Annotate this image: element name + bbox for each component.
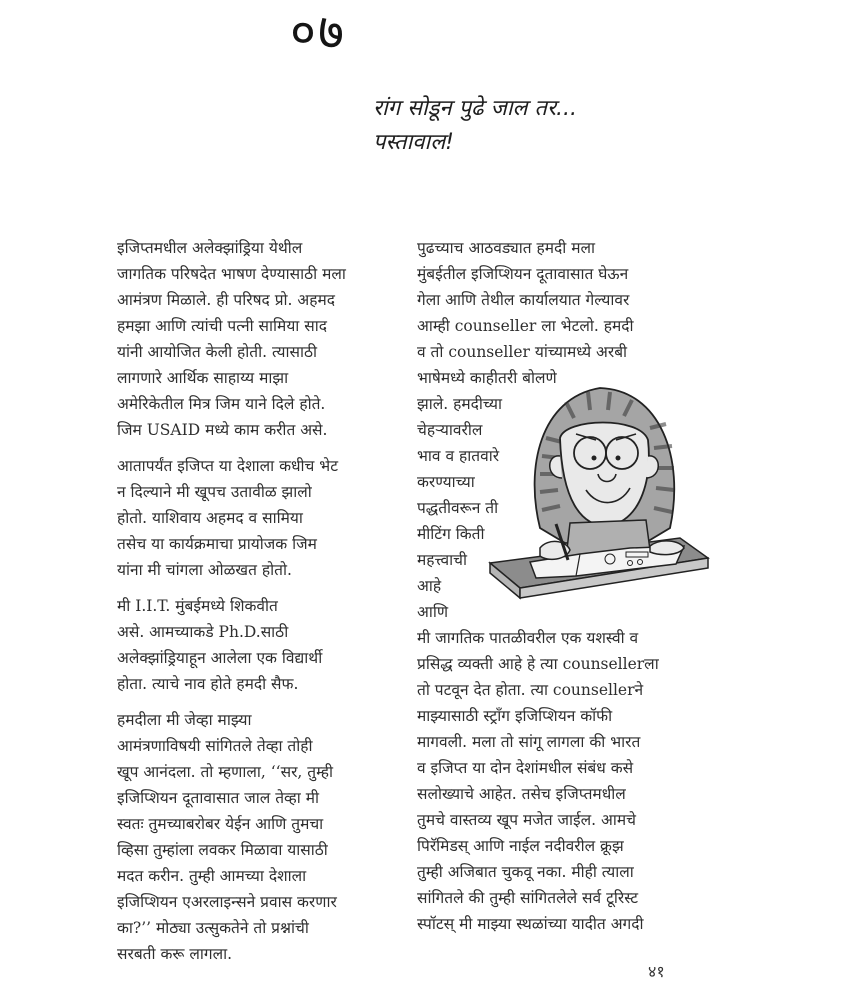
- text-line: का?’’ मोठ्या उत्सुकतेने तो प्रश्नांची: [117, 919, 309, 937]
- text-line: व्हिसा तुम्हांला लवकर मिळावा यासाठी: [117, 841, 328, 859]
- text-line: हमझा आणि त्यांची पत्नी सामिया साद: [117, 317, 327, 335]
- text-line: तुम्ही अजिबात चुकवू नका. मीही त्याला: [417, 863, 634, 881]
- paragraph: [117, 453, 407, 583]
- text-line: सरबती करू लागला.: [117, 945, 233, 963]
- text-line: पद्धतीवरून ती: [417, 499, 499, 517]
- text-line: आमंत्रणाविषयी सांगितले तेव्हा तोही: [117, 737, 313, 755]
- text-line: महत्त्वाची: [417, 551, 467, 569]
- paragraph: [117, 593, 407, 697]
- text-line: सलोख्याचे आहेत. तसेच इजिप्तमधील: [417, 785, 626, 803]
- text-line: आणि: [417, 603, 449, 621]
- text-line: गेला आणि तेथील कार्यालयात गेल्यावर: [417, 291, 630, 309]
- text-line: आहे: [417, 577, 442, 595]
- text-line: भाषेमध्ये काहीतरी बोलणे: [417, 369, 557, 387]
- text-line: चेहऱ्यावरील: [417, 421, 483, 439]
- text-line: मदत करीन. तुम्ही आमच्या देशाला: [117, 867, 307, 885]
- text-line: मीटिंग किती: [417, 525, 485, 543]
- text-line: जागतिक परिषदेत भाषण देण्यासाठी मला: [117, 265, 346, 283]
- text-line: इजिप्शियन दूतावासात जाल तेव्हा मी: [117, 789, 319, 807]
- chapter-title: [373, 92, 577, 160]
- left-column: [117, 235, 407, 977]
- text-line: भाव व हातवारे: [417, 447, 500, 465]
- text-line: होता. त्याचे नाव होते हमदी सैफ.: [117, 675, 299, 693]
- text-line: स्पॉटस् मी माझ्या स्थळांच्या यादीत अगदी: [417, 915, 644, 933]
- text-line: लागणारे आर्थिक साहाय्य माझा: [117, 369, 289, 387]
- page-number: ४१: [648, 962, 665, 981]
- text-line: मागवली. मला तो सांगू लागला की भारत: [417, 733, 641, 751]
- text-line: व तो counseller यांच्यामध्ये अरबी: [417, 343, 628, 361]
- chapter-title-line: रांग सोडून पुढे जाल तर...: [373, 96, 577, 121]
- text-line: करण्याच्या: [417, 473, 475, 491]
- text-line: मी जागतिक पातळीवरील एक यशस्वी व: [417, 629, 639, 647]
- pharaoh-writing-cartoon-icon: [470, 378, 710, 603]
- text-line: असे. आमच्याकडे Ph.D.साठी: [117, 623, 289, 641]
- text-line: यांनी आयोजित केली होती. त्यासाठी: [117, 343, 317, 361]
- text-line: प्रसिद्ध व्यक्ती आहे हे त्या counsellerला: [417, 655, 659, 673]
- text-line: हमदीला मी जेव्हा माझ्या: [117, 711, 252, 729]
- text-line: आम्ही counseller ला भेटलो. हमदी: [417, 317, 634, 335]
- text-line: व इजिप्त या दोन देशांमधील संबंध कसे: [417, 759, 634, 777]
- paragraph: [117, 235, 407, 443]
- text-line: झाले. हमदीच्या: [417, 395, 502, 413]
- chapter-number: ०७: [290, 3, 346, 61]
- text-line: न दिल्याने मी खूपच उतावीळ झालो: [117, 483, 312, 501]
- text-line: इजिप्तमधील अलेक्झांड्रिया येथील: [117, 239, 303, 257]
- text-line: पुढच्याच आठवड्यात हमदी मला: [417, 239, 595, 257]
- text-line: आमंत्रण मिळाले. ही परिषद प्रो. अहमद: [117, 291, 335, 309]
- text-line: आतापर्यंत इजिप्त या देशाला कधीच भेट: [117, 457, 339, 475]
- text-line: इजिप्शियन एअरलाइन्सने प्रवास करणार: [117, 893, 337, 911]
- text-line: माझ्यासाठी स्ट्राँग इजिप्शियन कॉफी: [417, 707, 613, 725]
- paragraph: [117, 707, 407, 967]
- text-line: तसेच या कार्यक्रमाचा प्रायोजक जिम: [117, 535, 317, 553]
- chapter-title-line: पस्तावाल!: [373, 130, 454, 155]
- text-line: पिरॅमिडस् आणि नाईल नदीवरील क्रूझ: [417, 837, 624, 855]
- text-line: होतो. याशिवाय अहमद व सामिया: [117, 509, 303, 527]
- text-line: यांना मी चांगला ओळखत होतो.: [117, 561, 292, 579]
- text-line: अलेक्झांड्रियाहून आलेला एक विद्यार्थी: [117, 649, 323, 667]
- text-line: सांगितले की तुम्ही सांगितलेले सर्व टूरिस्ट: [417, 889, 639, 907]
- text-line: तुमचे वास्तव्य खूप मजेत जाईल. आमचे: [417, 811, 636, 829]
- text-line: तो पटवून देत होता. त्या counsellerने: [417, 681, 644, 699]
- text-line: जिम USAID मध्ये काम करीत असे.: [117, 421, 328, 439]
- text-line: मुंबईतील इजिप्शियन दूतावासात घेऊन: [417, 265, 629, 283]
- text-line: मी I.I.T. मुंबईमध्ये शिकवीत: [117, 597, 278, 615]
- text-line: खूप आनंदला. तो म्हणाला, ‘‘सर, तुम्ही: [117, 763, 334, 781]
- text-line: अमेरिकेतील मित्र जिम याने दिले होते.: [117, 395, 326, 413]
- text-line: स्वतः तुमच्याबरोबर येईन आणि तुमचा: [117, 815, 324, 833]
